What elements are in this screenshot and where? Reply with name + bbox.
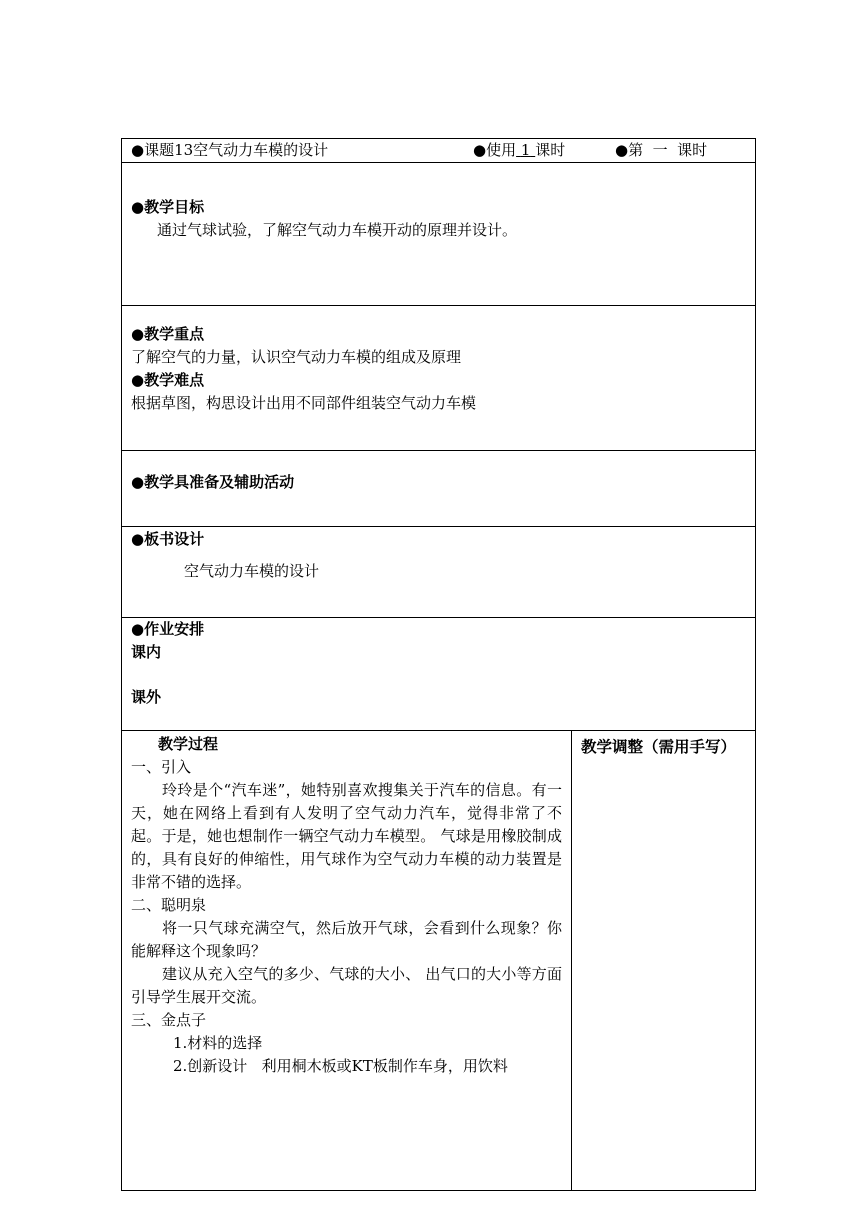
process-row bbox=[122, 731, 756, 1191]
section-clever-spring-title: 二、聪明泉 bbox=[131, 896, 207, 914]
section-intro-title: 一、引入 bbox=[131, 758, 192, 776]
lesson-period: ●第 一 课时 bbox=[615, 141, 708, 159]
lesson-hours bbox=[473, 139, 615, 162]
materials-heading: ●教学具准备及辅助活动 bbox=[131, 473, 295, 491]
section-golden-idea-item-1: 1.材料的选择 bbox=[173, 1034, 263, 1052]
homework-heading: ●作业安排 bbox=[131, 620, 205, 638]
process-heading: 教学过程 bbox=[158, 735, 219, 753]
key-points-heading: ●教学重点 bbox=[131, 325, 205, 343]
board-row bbox=[122, 527, 756, 618]
section-clever-spring-text-1: 将一只气球充满空气，然后放开气球，会看到什么现象？你能解释这个现象吗？ bbox=[131, 919, 562, 960]
difficulty-text: 根据草图，构思设计出用不同部件组装空气动力车模 bbox=[131, 394, 477, 412]
key-points-row bbox=[122, 306, 756, 451]
lesson-plan-table bbox=[121, 138, 756, 1191]
objectives-heading: ●教学目标 bbox=[131, 198, 205, 216]
use-prefix: ●使用 bbox=[473, 141, 517, 159]
materials-row bbox=[122, 451, 756, 527]
title-row bbox=[122, 139, 756, 163]
homework-row bbox=[122, 618, 756, 731]
use-hours: 1 bbox=[520, 141, 531, 159]
homework-in-class: 课内 bbox=[131, 643, 162, 661]
board-text: 空气动力车模的设计 bbox=[184, 562, 320, 580]
key-points-text: 了解空气的力量，认识空气动力车模的组成及原理 bbox=[131, 348, 462, 366]
section-intro-text: 玲玲是个“汽车迷”，她特别喜欢搜集关于汽车的信息。有一天，她在网络上看到有人发明了空气动力汽车，觉得非常了不起。于是，她也想制作一辆空气动力车模型。 气球是用橡胶制成的，具有良好的伸缩性，用气球作为空气动力车模的动力装置是非常不错的选择。 bbox=[131, 781, 562, 891]
use-suffix: 课时 bbox=[535, 141, 566, 159]
objectives-text: 通过气球试验，了解空气动力车模开动的原理并设计。 bbox=[157, 221, 518, 239]
objectives-row bbox=[122, 163, 756, 306]
difficulty-heading: ●教学难点 bbox=[131, 371, 205, 389]
adjustment-heading: 教学调整（需用手写） bbox=[581, 737, 737, 756]
section-golden-idea-title: 三、金点子 bbox=[131, 1011, 207, 1029]
process-cell bbox=[122, 731, 572, 1191]
board-heading: ●板书设计 bbox=[131, 530, 205, 548]
lesson-title: ●课题13空气动力车模的设计 bbox=[131, 141, 329, 159]
adjustment-cell bbox=[572, 731, 756, 1191]
homework-after-class: 课外 bbox=[131, 688, 162, 706]
section-golden-idea-item-2: 2.创新设计 利用桐木板或KT板制作车身，用饮料 bbox=[173, 1057, 508, 1075]
section-clever-spring-text-2: 建议从充入空气的多少、气球的大小、 出气口的大小等方面引导学生展开交流。 bbox=[131, 965, 562, 1006]
